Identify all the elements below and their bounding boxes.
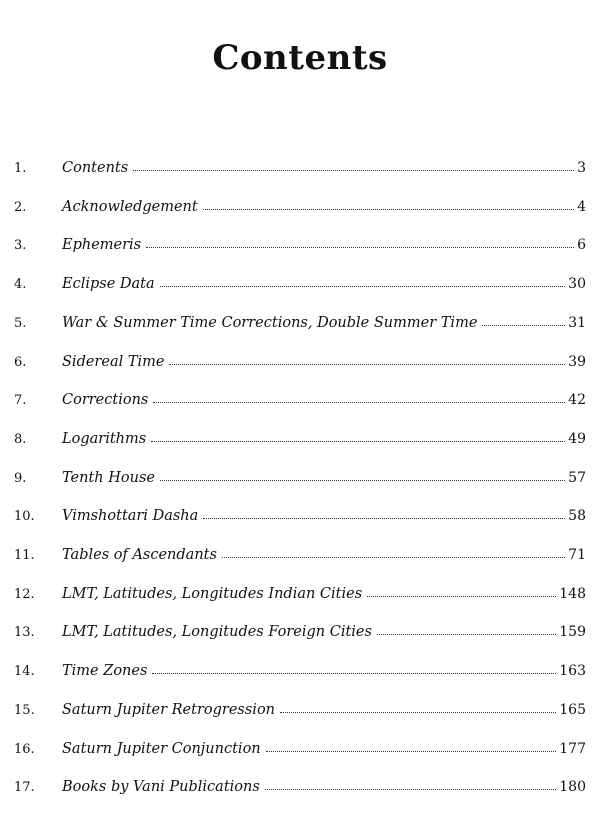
- entry-page: 163: [559, 663, 586, 680]
- entry-number: 12.: [14, 586, 35, 602]
- entry-page: 177: [559, 740, 586, 757]
- entry-title: Eclipse Data: [62, 276, 155, 293]
- entry-title: LMT, Latitudes, Longitudes Indian Cities: [62, 585, 363, 602]
- entry-page: 39: [568, 353, 586, 370]
- dot-leader: [222, 557, 565, 558]
- toc-entry-saturn-jupiter-retrogression: [14, 694, 586, 718]
- toc-entry-time-zones: [14, 655, 586, 679]
- dot-leader: [280, 712, 556, 713]
- entry-number: 6.: [14, 354, 27, 370]
- entry-number: 14.: [14, 664, 35, 680]
- entry-page: 49: [568, 430, 586, 447]
- entry-number: 8.: [14, 431, 27, 447]
- entry-number: 16.: [14, 741, 35, 757]
- entry-title: LMT, Latitudes, Longitudes Foreign Cities: [62, 624, 372, 641]
- toc-entry-sidereal-time: [14, 346, 586, 370]
- dot-leader: [377, 634, 556, 635]
- entry-title: Tenth House: [62, 469, 155, 486]
- entry-page: 180: [559, 779, 586, 796]
- entry-title: Acknowledgement: [62, 198, 198, 215]
- entry-title: Vimshottari Dasha: [62, 508, 199, 525]
- dot-leader: [153, 402, 565, 403]
- entry-title: Contents: [62, 160, 129, 176]
- entry-page: 57: [568, 469, 586, 486]
- entry-number: 11.: [14, 548, 35, 563]
- toc-entry-foreign-cities: [14, 616, 586, 640]
- toc-entry-books-by-vani-publications: [14, 771, 586, 795]
- entry-page: 159: [559, 624, 586, 641]
- entry-number: 5.: [14, 315, 27, 331]
- entry-title: Saturn Jupiter Conjunction: [62, 740, 261, 757]
- toc-entry-saturn-jupiter-conjunction: [14, 733, 586, 757]
- toc-entry-acknowledgement: [14, 191, 586, 215]
- dot-leader: [203, 209, 574, 210]
- dot-leader: [160, 480, 565, 481]
- entry-page: 58: [568, 508, 586, 525]
- entry-title: Sidereal Time: [62, 353, 165, 370]
- dot-leader: [152, 673, 556, 674]
- dot-leader: [151, 441, 565, 442]
- entry-title: War & Summer Time Corrections, Double Summer Time: [62, 314, 478, 331]
- entry-number: 17.: [14, 780, 35, 796]
- toc-entry-tables-of-ascendants: [14, 539, 586, 563]
- dot-leader: [146, 247, 574, 248]
- entry-number: 7.: [14, 393, 27, 409]
- dot-leader: [203, 518, 565, 519]
- entry-number: 2.: [14, 199, 27, 215]
- entry-page: 3: [577, 160, 586, 176]
- entry-number: 13.: [14, 625, 35, 641]
- toc-entry-war-summer-time: [14, 307, 586, 331]
- toc-entry-indian-cities: [14, 578, 586, 602]
- entry-number: 15.: [14, 702, 35, 718]
- dot-leader: [133, 170, 574, 171]
- entry-number: 9.: [14, 470, 27, 486]
- entry-page: 42: [568, 392, 586, 409]
- toc-entry-logarithms: [14, 423, 586, 447]
- toc-entry-corrections: [14, 384, 586, 408]
- page-title: Contents: [212, 38, 388, 78]
- entry-page: 30: [568, 276, 586, 293]
- dot-leader: [169, 364, 565, 365]
- dot-leader: [265, 789, 556, 790]
- entry-title: Saturn Jupiter Retrogression: [62, 701, 276, 718]
- entry-title: Time Zones: [62, 663, 148, 680]
- entry-title: Ephemeris: [62, 237, 142, 254]
- dot-leader: [482, 325, 565, 326]
- toc-entry-tenth-house: [14, 462, 586, 486]
- entry-number: 1.: [14, 161, 27, 176]
- entry-title: Tables of Ascendants: [62, 547, 217, 563]
- entry-page: 165: [559, 701, 586, 718]
- entry-number: 4.: [14, 277, 27, 293]
- dot-leader: [367, 596, 556, 597]
- entry-title: Logarithms: [62, 430, 147, 447]
- entry-page: 148: [559, 585, 586, 602]
- toc-entry-ephemeris: [14, 229, 586, 253]
- toc-entry-vimshottari-dasha: [14, 500, 586, 524]
- dot-leader: [266, 751, 557, 752]
- entry-title: Corrections: [62, 392, 149, 409]
- dot-leader: [160, 286, 566, 287]
- toc-entry-eclipse-data: [14, 268, 586, 292]
- entry-number: 3.: [14, 238, 27, 254]
- entry-page: 4: [577, 198, 586, 215]
- toc-entry-contents: [14, 152, 586, 176]
- entry-number: 10.: [14, 509, 35, 525]
- entry-title: Books by Vani Publications: [62, 779, 260, 796]
- entry-page: 31: [568, 314, 586, 331]
- entry-page: 6: [577, 237, 586, 254]
- entry-page: 71: [568, 547, 586, 563]
